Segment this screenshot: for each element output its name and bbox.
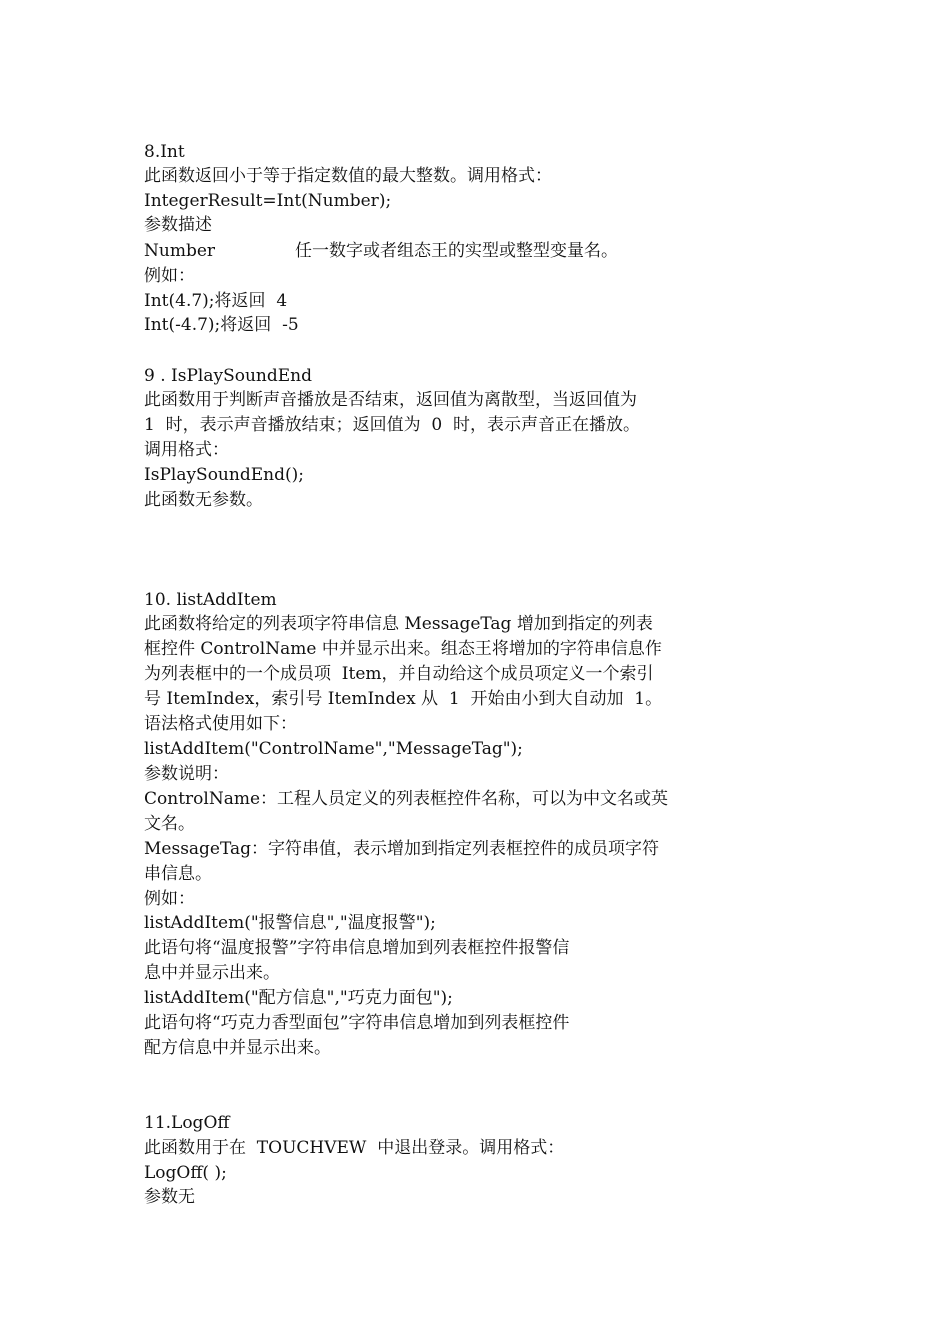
text-line: listAddItem("配方信息","巧克力面包"); bbox=[144, 988, 453, 1008]
text-line: listAddItem("报警信息","温度报警"); bbox=[144, 913, 436, 933]
text-line: 语法格式使用如下： bbox=[144, 714, 297, 734]
text-line: 此函数将给定的列表项字符串信息 MessageTag 增加到指定的列表 bbox=[144, 614, 653, 634]
text-line: 息中并显示出来。 bbox=[144, 963, 280, 983]
text-line: 为列表框中的一个成员项 Item，并自动给这个成员项定义一个索引 bbox=[144, 664, 654, 684]
text-line: 号 ItemIndex，索引号 ItemIndex 从 1 开始由小到大自动加 1。 bbox=[144, 689, 663, 709]
text-line: ControlName：工程人员定义的列表框控件名称，可以为中文名或英 bbox=[144, 789, 669, 809]
text-line: 参数无 bbox=[144, 1187, 195, 1207]
text-line: Int(-4.7);将返回 -5 bbox=[144, 315, 299, 335]
section-title-isplaysoundend: 9 . IsPlaySoundEnd bbox=[144, 366, 312, 386]
text-line: 1 时，表示声音播放结束；返回值为 0 时，表示声音正在播放。 bbox=[144, 415, 641, 435]
text-line: 此函数用于判断声音播放是否结束，返回值为离散型，当返回值为 bbox=[144, 390, 637, 410]
param-row bbox=[144, 239, 618, 263]
text-line: 配方信息中并显示出来。 bbox=[144, 1038, 331, 1058]
text-line: Int(4.7);将返回 4 bbox=[144, 291, 288, 311]
text-line: 此语句将“巧克力香型面包”字符串信息增加到列表框控件 bbox=[144, 1013, 570, 1033]
section-title-listadditem: 10. listAddItem bbox=[144, 590, 277, 610]
text-line: IsPlaySoundEnd(); bbox=[144, 465, 304, 485]
text-line: LogOff( ); bbox=[144, 1163, 227, 1183]
text-line: 框控件 ControlName 中并显示出来。组态王将增加的字符串信息作 bbox=[144, 639, 662, 659]
text-line: 此语句将“温度报警”字符串信息增加到列表框控件报警信 bbox=[144, 938, 570, 958]
text-line: 调用格式： bbox=[144, 440, 229, 460]
section-title-logoff: 11.LogOff bbox=[144, 1113, 230, 1133]
text-line: 例如： bbox=[144, 266, 195, 286]
text-line: IntegerResult=Int(Number); bbox=[144, 191, 392, 211]
text-line: MessageTag：字符串值，表示增加到指定列表框控件的成员项字符 bbox=[144, 839, 660, 859]
text-line: 此函数返回小于等于指定数值的最大整数。调用格式： bbox=[144, 166, 552, 186]
param-name: Number bbox=[144, 241, 216, 261]
param-desc: 任一数字或者组态王的实型或整型变量名。 bbox=[295, 241, 619, 261]
text-line: 串信息。 bbox=[144, 864, 212, 884]
text-line: listAddItem("ControlName","MessageTag"); bbox=[144, 739, 523, 759]
section-title-int: 8.Int bbox=[144, 142, 185, 162]
text-line: 例如： bbox=[144, 889, 195, 909]
text-line: 文名。 bbox=[144, 814, 195, 834]
text-line: 此函数无参数。 bbox=[144, 490, 263, 510]
text-line: 参数描述 bbox=[144, 215, 212, 235]
text-line: 此函数用于在 TOUCHVEW 中退出登录。调用格式： bbox=[144, 1138, 565, 1158]
text-line: 参数说明： bbox=[144, 764, 229, 784]
